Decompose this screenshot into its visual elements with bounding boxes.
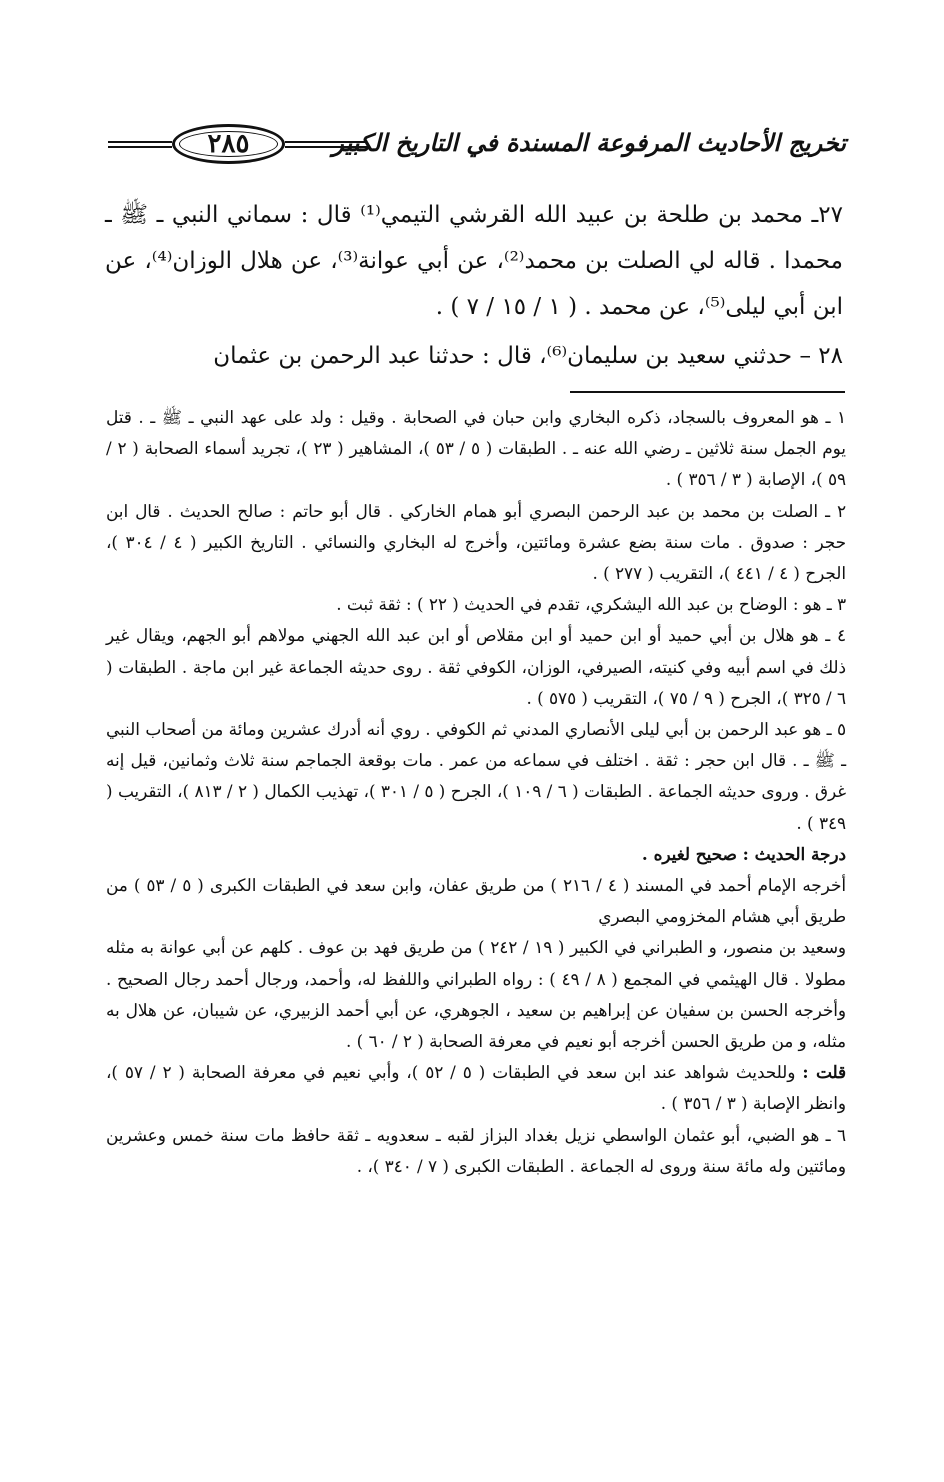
page-number: ٢٨٥ (207, 129, 250, 159)
takhrij-paragraph-2: وسعيد بن منصور، و الطبراني في الكبير ( ١٩ / ٢٤٢ ) من طريق فهد بن عوف . كلهم عن أبي عوانة به مثله مطولا . قال الهيثمي في المجمع ( ٨ / ٤٩ ) : رواه الطبراني واللفظ له، وأحمد، ورجال أحمد رجال الصحيح . وأخرجه الحسن بن سفيان عن إبراهيم بن سعيد ، الجوهري، عن أبي أحمد الزبيري، عن شيبان، عن هلال به مثله، و من طريق الحسن أخرجه أبو نعيم في معرفة الصحابة ( ٢ / ٦٠ ) . (106, 937, 846, 1052)
page-header (108, 124, 846, 170)
takhrij-paragraph-1: أخرجه الإمام أحمد في المسند ( ٤ / ٢١٦ ) من طريق عفان، وابن سعد في الطبقات الكبرى ( ٥ / ٥٣ ) من طريق أبي هشام المخزومي البصري (106, 875, 846, 927)
footnote-2: ٢ ـ الصلت بن محمد بن عبد الرحمن البصري أبو همام الخاركي . قال أبو حاتم : صالح الحديث . قال ابن حجر : صدوق . مات سنة بضع عشرة ومائتين، وأخرج له البخاري والنسائي . التاريخ الكبير ( ٤ / ٣٠٤ )، الجرح ( ٤ / ٤٤١ )، التقريب ( ٢٧٧ ) . (106, 500, 846, 584)
footnote-6: ٦ ـ هو الضبي، أبو عثمان الواسطي نزيل بغداد البزاز لقبه ـ سعدويه ـ ثقة حافظ مات سنة خمس وعشرين ومائتين وله مائة سنة وروى له الجماعة . الطبقات الكبرى ( ٧ / ٣٤٠ )، . (106, 1124, 846, 1176)
footnote-5: ٥ ـ هو عبد الرحمن بن أبي ليلى الأنصاري المدني ثم الكوفي . روي أنه أدرك عشرين ومائة من أصحاب النبي ـ ﷺ ـ . قال ابن حجر : ثقة . اختلف في سماعه من عمر . مات بوقعة الجماجم سنة ثلاث وثمانين، قيل إنه غرق . وروى حديثه الجماعة . الطبقات ( ٦ / ١٠٩ )، الجرح ( ٥ / ٣٠١ )، تهذيب الكمال ( ٢ / ٨١٣ )، التقريب ( ٣٤٩ ) . (106, 719, 846, 833)
footnote-separator (570, 391, 845, 393)
hadith-entry-28: ٢٨ – حدثني سعيد بن سليمان⁽⁶⁾، قال : حدثنا عبد الرحمن بن عثمان (213, 343, 843, 369)
footnote-1: ١ ـ هو المعروف بالسجاد، ذكره البخاري وابن حبان في الصحابة . وقيل : ولد على عهد النبي ـ ﷺ ـ . قتل يوم الجمل سنة ثلاثين ـ رضي الله عنه ـ . الطبقات ( ٥ / ٥٣ )، المشاهير ( ٢٣ )، تجريد أسماء الصحابة ( ٢ / ٥٩ )، الإصابة ( ٣ / ٣٥٦ ) . (106, 407, 846, 490)
footnote-3: ٣ ـ هو : الوضاح بن عبد الله اليشكري، تقدم في الحديث ( ٢٢ ) : ثقة ثبت . (336, 594, 846, 615)
header-rule-left (108, 141, 172, 150)
running-title: تخريج الأحاديث المرفوعة المسندة في التاريخ الكبير (332, 128, 846, 157)
hadith-entry-27: ٢٧ـ محمد بن طلحة بن عبيد الله القرشي التيمي⁽¹⁾ قال : سماني النبي ـ ﷺ ـ محمدا . قاله لي الصلت بن محمد⁽²⁾، عن أبي عوانة⁽³⁾، عن هلال الوزان⁽⁴⁾، عن ابن أبي ليلى⁽⁵⁾، عن محمد . ( ١ / ١٥ / ٧ ) . (105, 202, 843, 320)
qult-lead: قلت : (802, 1062, 847, 1083)
main-text (105, 192, 843, 379)
qult-paragraph (106, 1057, 846, 1119)
qult-text: وللحديث شواهد عند ابن سعد في الطبقات ( ٥ / ٥٢ )، وأبي نعيم في معرفة الصحابة ( ٢ / ٥٧ )، وانظر الإصابة ( ٣ / ٣٥٦ ) . (106, 1062, 846, 1114)
footnotes (106, 402, 846, 1182)
hadith-grade-heading: درجة الحديث : صحيح لغيره . (641, 843, 846, 864)
page-number-badge (172, 124, 285, 164)
footnote-4: ٤ ـ هو هلال بن أبي حميد أو ابن حميد أو ابن مقلاص أو ابن عبد الله الجهني مولاهم أبو الجهم، ويقال غير ذلك في اسم أبيه وفي كنيته، الصيرفي، الوزان، الكوفي ثقة . روى حديثه الجماعة غير ابن ماجة . الطبقات ( ٦ / ٣٢٥ )، الجرح ( ٩ / ٧٥ )، التقريب ( ٥٧٥ ) . (106, 625, 846, 708)
